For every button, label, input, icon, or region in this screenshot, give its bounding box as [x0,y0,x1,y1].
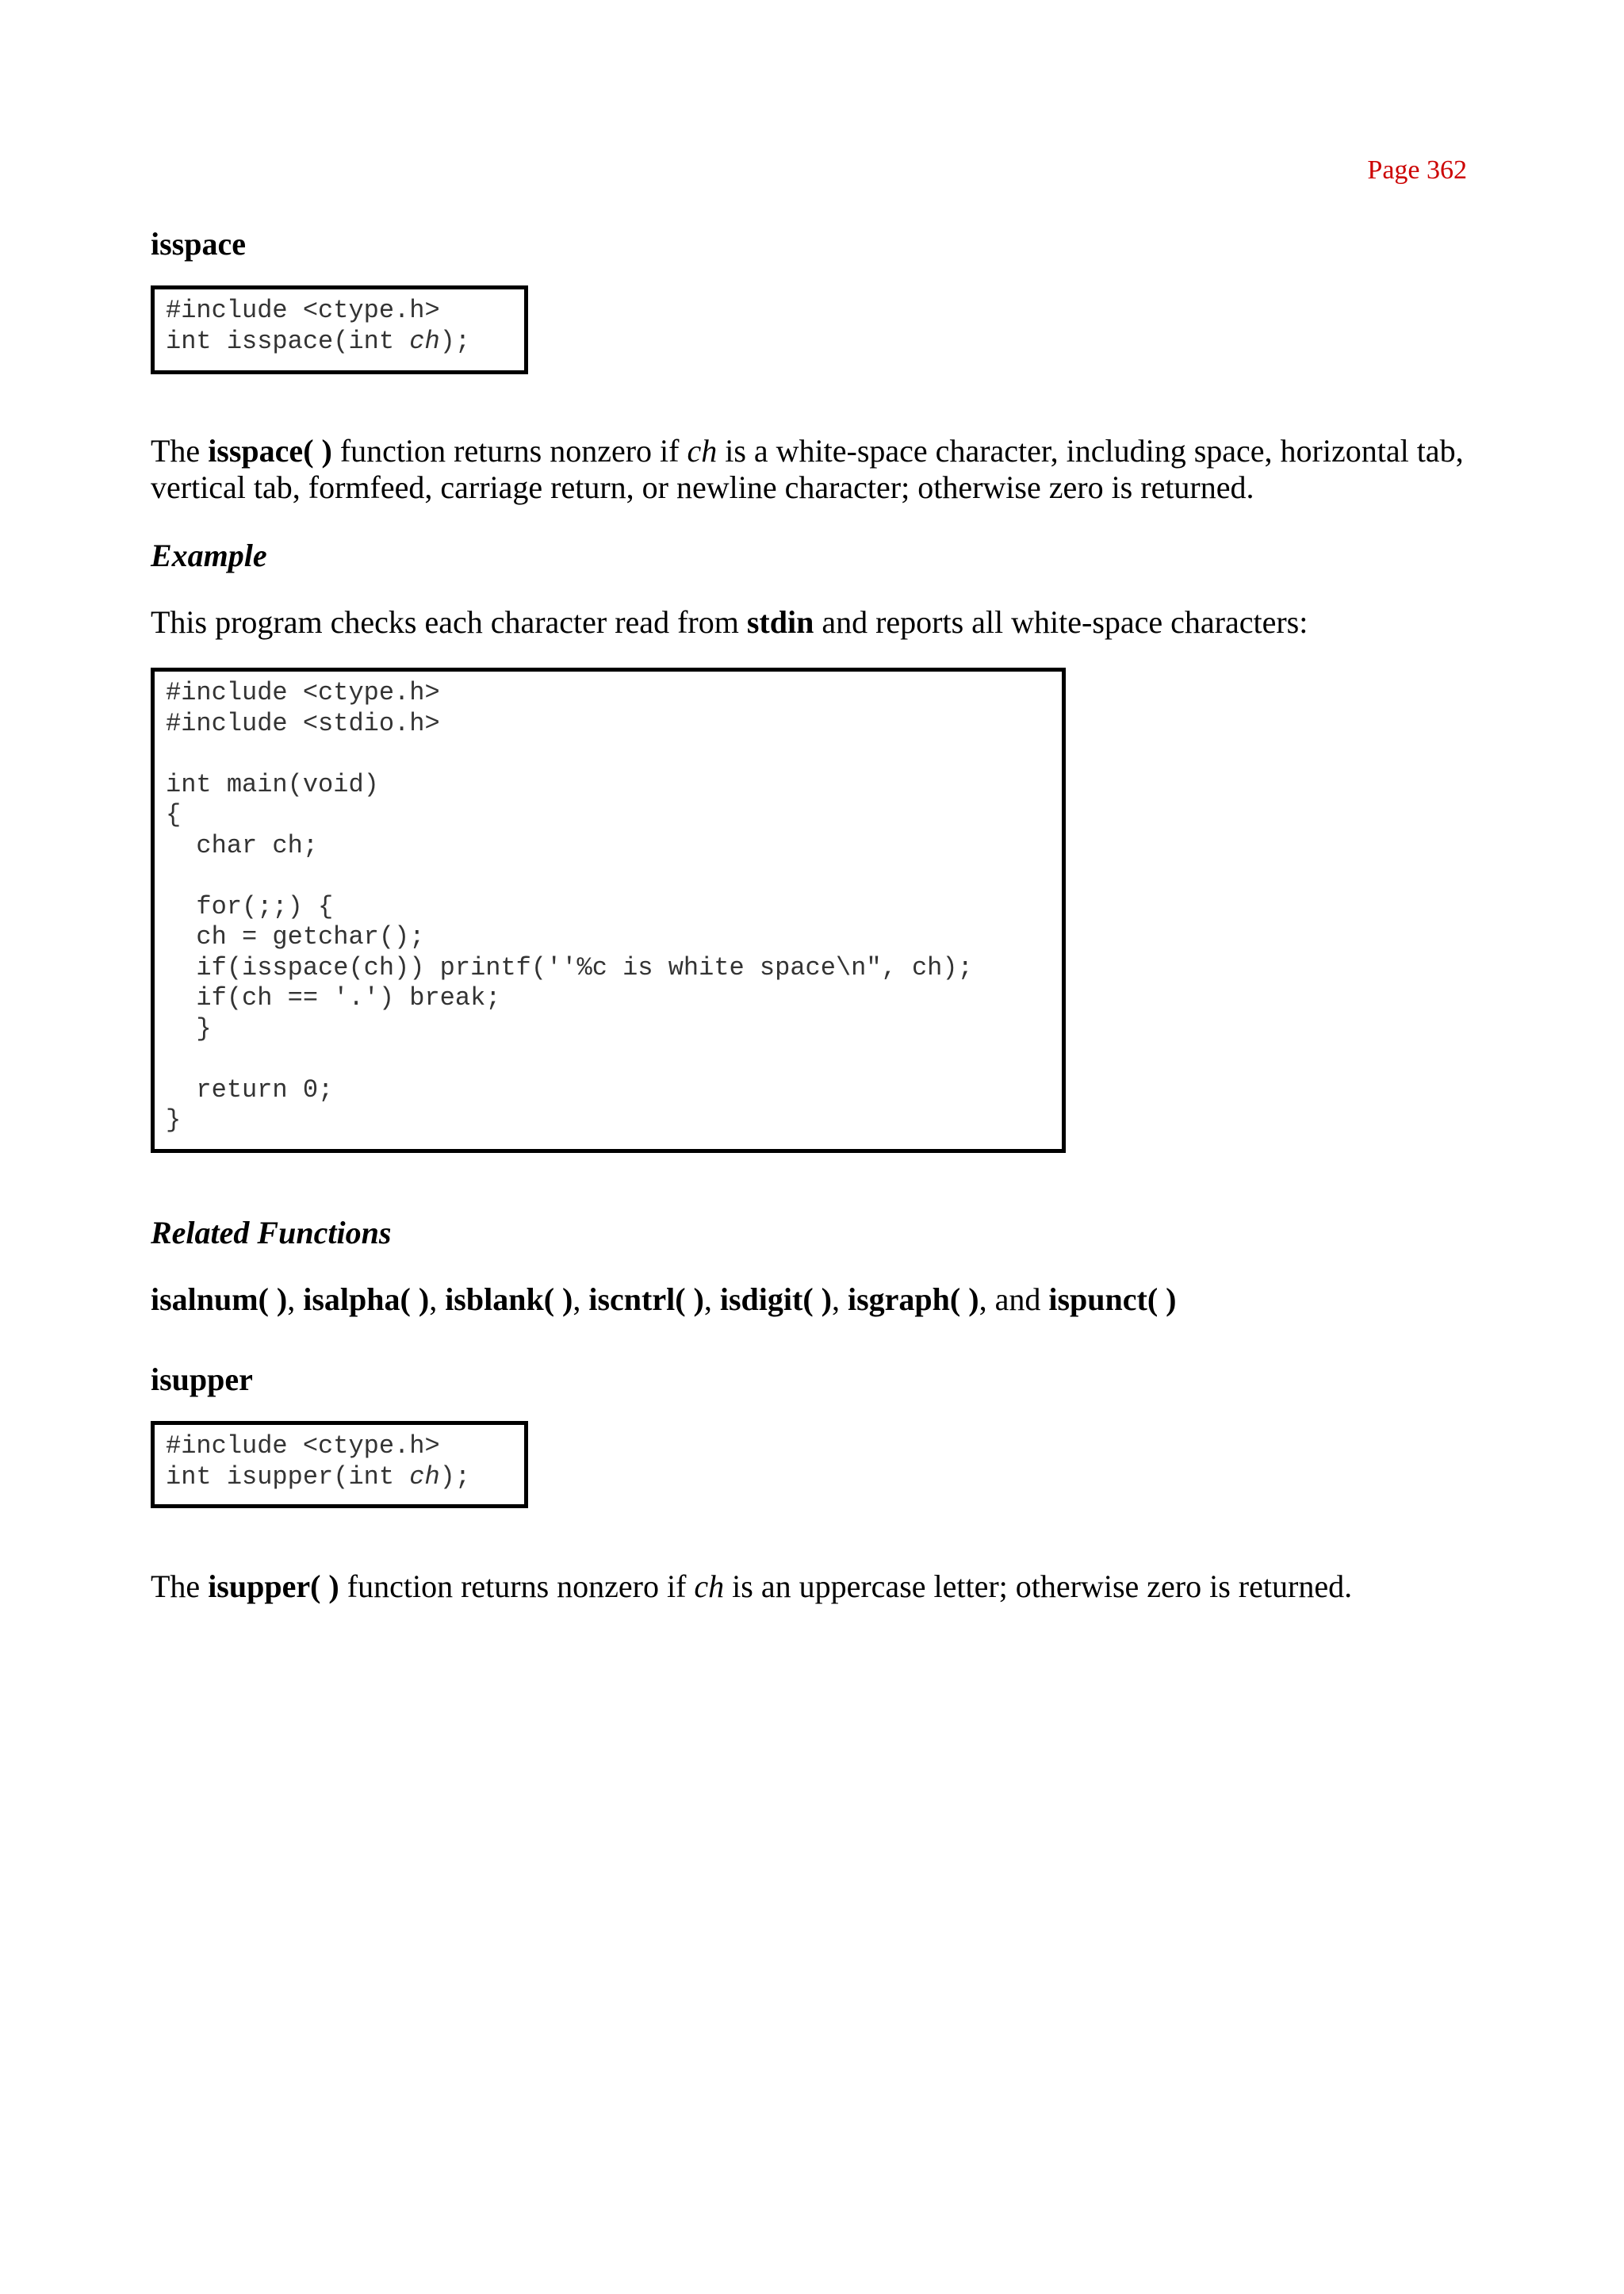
code-line: } [166,1013,212,1044]
param-name: ch [687,433,718,469]
example-intro: This program checks each character read from stdin and reports all white-space characters: [151,604,1308,640]
prototype-include: #include <ctype.h> [166,1431,440,1461]
related-function: isalpha( ) [303,1281,430,1317]
code-line: char ch; [166,830,319,860]
page-number: Page 362 [1367,155,1467,185]
prototype-box-isupper [151,1421,528,1508]
related-function: isalnum( ) [151,1281,288,1317]
code-line: } [166,1105,182,1135]
prototype-param: ch [409,326,440,356]
function-name: isspace( ) [208,433,332,469]
code-line: #include <ctype.h> [166,678,440,707]
code-line [166,861,1051,892]
prototype-box-isspace [151,285,528,374]
description-isupper: The isupper( ) function returns nonzero if ch is an uppercase letter; otherwise zero is returned. [151,1568,1353,1604]
related-function: iscntrl( ) [588,1281,704,1317]
related-function: isdigit( ) [719,1281,832,1317]
code-line: { [166,800,182,829]
code-line: for(;;) { [166,891,334,921]
section-heading-isupper: isupper [151,1361,253,1397]
stream-name: stdin [746,604,814,640]
code-line: ch = getchar(); [166,922,425,952]
related-function: isblank( ) [445,1281,573,1317]
code-line: if(ch == '.') break; [166,983,501,1013]
example-heading: Example [151,538,267,573]
function-name: isupper( ) [208,1568,339,1604]
prototype-param: ch [409,1461,440,1492]
related-functions-heading: Related Functions [151,1215,392,1250]
example-code-box [151,668,1066,1153]
code-line: if(isspace(ch)) printf(''%c is white space\n", ch); [166,952,973,982]
code-line [166,1044,1051,1075]
param-name: ch [694,1568,725,1604]
code-line: return 0; [166,1074,334,1105]
related-functions-list: isalnum( ), isalpha( ), isblank( ), iscntrl( ), isdigit( ), isgraph( ), and ispunct( ) [151,1281,1177,1317]
related-function: ispunct( ) [1048,1281,1177,1317]
prototype-declaration: int isupper(int ch); [166,1461,471,1492]
section-heading-isspace: isspace [151,226,246,262]
description-isspace: The isspace( ) function returns nonzero if ch is a white-space character, including space, horizontal tab, vertical tab, formfeed, carriage return, or newline character; otherwise zero is returned. [151,433,1464,505]
code-line [166,739,1051,770]
related-function: isgraph( ) [848,1281,979,1317]
prototype-include: #include <ctype.h> [166,296,440,325]
code-line: #include <stdio.h> [166,708,440,738]
code-line: int main(void) [166,769,379,799]
prototype-declaration: int isspace(int ch); [166,326,471,356]
